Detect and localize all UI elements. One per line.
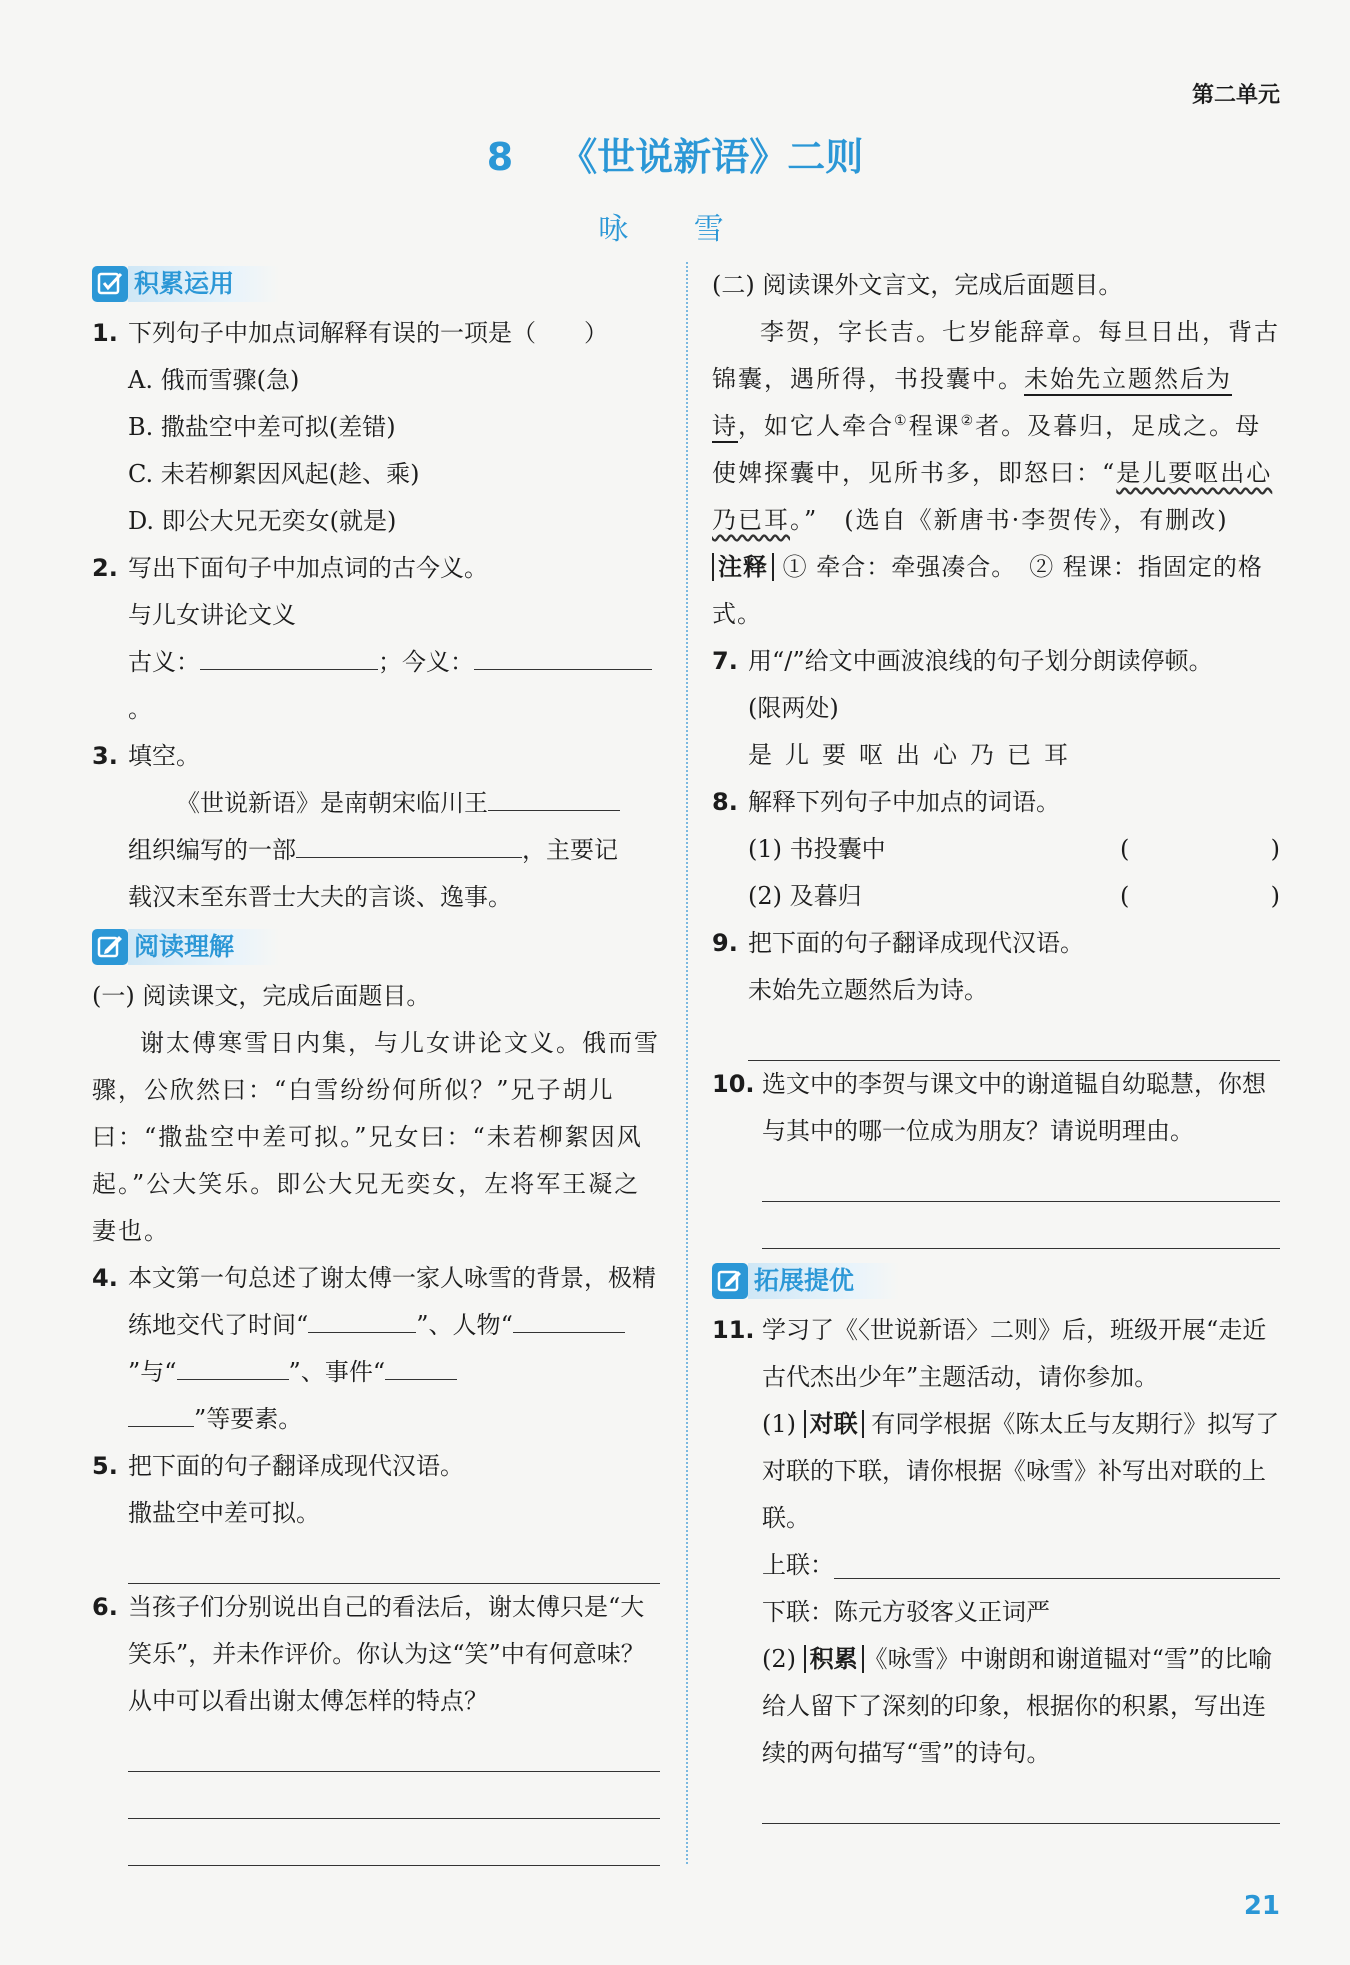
answer-line[interactable] (128, 1772, 660, 1819)
person-blank-2[interactable] (177, 1349, 289, 1380)
section-label: 拓展提优 (748, 1263, 900, 1299)
question-stem: 填空。 (128, 742, 200, 770)
section-accumulate (92, 262, 660, 306)
question-stem: 解释下列句子中加点的词语。 (748, 788, 1060, 816)
person-blank-1[interactable] (513, 1302, 625, 1333)
question-number: 9. (712, 929, 738, 957)
annotation (712, 544, 1280, 638)
section-label: 阅读理解 (128, 929, 280, 965)
fill-line-1 (128, 780, 660, 827)
part-1-heading: (一) 阅读课文，完成后面题目。 (92, 982, 431, 1010)
question-number: 11. (712, 1316, 755, 1344)
answer-line[interactable] (762, 1202, 1280, 1249)
passage-text: 。” (790, 506, 819, 534)
answer-line[interactable] (128, 1819, 660, 1866)
paren-open: ( (1120, 835, 1130, 863)
upper-label: 上联： (762, 1551, 834, 1579)
part-2-passage (712, 309, 1280, 544)
sub-text: 有同学根据《陈太丘与友期行》拟写了对联的下联，请你根据《咏雪》补写出对联的上联。 (762, 1410, 1280, 1532)
fill-text: 组织编写的一部 (128, 836, 296, 864)
ancient-blank[interactable] (200, 639, 378, 670)
question-stem (128, 1255, 660, 1443)
question-number: 8. (712, 788, 738, 816)
question-sentence: 与儿女讲论文义 (128, 601, 296, 629)
sub-tag: 对联 (804, 1410, 864, 1438)
sub-number: (1) (762, 1410, 796, 1438)
right-column (712, 262, 1280, 1824)
punct: 。 (128, 695, 152, 723)
paren-open: ( (1120, 882, 1130, 910)
upper-blank[interactable] (834, 1542, 1280, 1579)
answer-parens[interactable] (1120, 873, 1280, 920)
passage-source: (选自《新唐书·李贺传》，有删改) (844, 506, 1229, 534)
wavy-sentence: 是儿要呕出心乃已耳 (712, 459, 1273, 534)
question-3 (92, 733, 660, 921)
question-2 (92, 545, 660, 733)
question-stem: 把下面的句子翻译成现代汉语。 (128, 1452, 464, 1480)
question-number: 5. (92, 1452, 118, 1480)
question-5 (92, 1443, 660, 1584)
pencil-icon (92, 929, 128, 965)
option-a: A. 俄而雪骤(急) (128, 366, 300, 394)
question-number: 10. (712, 1070, 755, 1098)
question-stem: 写出下面句子中加点词的古今义。 (128, 554, 488, 582)
part-1-passage: 谢太傅寒雪日内集，与儿女讲论文义。俄而雪骤，公欣然曰：“白雪纷纷何所似？”兄子胡儿曰：“撒盐空中差可拟。”兄女曰：“未若柳絮因风起。”公大笑乐。即公大兄无奕女，左将军王凝之妻也。 (92, 1029, 660, 1245)
answer-line[interactable] (128, 1537, 660, 1584)
passage-text: 者。及暮归，足成之。母使婢探囊中，见所书多，即怒曰：“ (712, 412, 1262, 487)
option-c: C. 未若柳絮因风起(趁、乘) (128, 460, 420, 488)
lesson-number: 8 (486, 135, 514, 179)
underlined-sentence: 未始先立题然后为诗 (712, 365, 1232, 440)
stem-text: ”、事件“ (288, 1358, 386, 1386)
fill-line-3: 载汉末至东晋士大夫的言谈、逸事。 (128, 883, 512, 911)
question-number: 6. (92, 1593, 118, 1621)
fill-blank-2[interactable] (296, 827, 522, 858)
checkbox-icon (92, 266, 128, 302)
question-number: 1. (92, 319, 118, 347)
edit-icon (712, 1263, 748, 1299)
question-7 (712, 638, 1280, 779)
ancient-label: 古义： (128, 648, 200, 676)
question-stem: 选文中的李贺与课文中的谢道韫自幼聪慧，你想与其中的哪一位成为朋友？请说明理由。 (762, 1070, 1266, 1145)
question-stem: 当孩子们分别说出自己的看法后，谢太傅只是“大笑乐”，并未作评价。你认为这“笑”中有何意味？从中可以看出谢太傅怎样的特点？ (128, 1593, 645, 1715)
question-number: 4. (92, 1264, 118, 1292)
passage-text: 李贺，字长吉。七岁能辞章。每旦日出，背古锦囊，遇所得，书投囊中。 (712, 318, 1280, 393)
item-text: (2) 及暮归 (748, 882, 862, 910)
question-number: 7. (712, 647, 738, 675)
answer-line[interactable] (762, 1777, 1280, 1824)
item-text: (1) 书投囊中 (748, 835, 886, 863)
fill-line-2 (128, 827, 660, 874)
fill-text: 《世说新语》是南朝宋临川王 (176, 789, 488, 817)
fill-blank-1[interactable] (488, 780, 620, 811)
paren-close: ) (1270, 835, 1280, 863)
annotation-tag: 注释 (712, 553, 774, 581)
passage-text: 程课 (908, 412, 961, 440)
sub-question-2 (762, 1636, 1280, 1777)
lower-line: 下联：陈元方驳客义正词严 (762, 1598, 1050, 1626)
question-limit: (限两处) (748, 694, 839, 722)
section-reading (92, 925, 660, 969)
sub-tag: 积累 (804, 1645, 864, 1673)
modern-label: ；今义： (378, 648, 474, 676)
stem-text: ”、人物 (416, 1311, 501, 1339)
question-sentence: 撒盐空中差可拟。 (128, 1499, 320, 1527)
option-b: B. 撒盐空中差可拟(差错) (128, 413, 396, 441)
question-9 (712, 920, 1280, 1061)
sub-title: 咏 雪 (598, 212, 752, 247)
item-1 (748, 826, 1280, 873)
question-sentence: 是儿要呕出心乃已耳 (748, 741, 1081, 769)
paren-close: ) (1270, 882, 1280, 910)
question-stem: 下列句子中加点词解释有误的一项是（ ） (128, 319, 608, 347)
answer-row (128, 639, 660, 733)
column-divider (686, 262, 688, 1864)
passage-text: ，如它人牵合 (738, 412, 894, 440)
unit-label: 第二单元 (1191, 83, 1280, 108)
answer-line[interactable] (748, 1014, 1280, 1061)
section-extend (712, 1259, 1280, 1303)
question-stem: 学习了《〈世说新语〉二则》后，班级开展“走近古代杰出少年”主题活动，请你参加。 (762, 1316, 1267, 1391)
modern-blank[interactable] (474, 639, 652, 670)
option-d: D. 即公大兄无奕女(就是) (128, 507, 397, 535)
stem-text: ”与“ (128, 1358, 177, 1386)
footnote-mark: ② (960, 413, 976, 429)
event-blank[interactable] (385, 1349, 457, 1380)
section-label: 积累运用 (128, 266, 280, 302)
time-blank[interactable] (308, 1302, 416, 1333)
question-4 (92, 1255, 660, 1443)
sub-number: (2) (762, 1645, 796, 1673)
question-11 (712, 1307, 1280, 1824)
lesson-name: 《世说新语》二则 (559, 135, 864, 179)
question-number: 3. (92, 742, 118, 770)
answer-line[interactable] (762, 1155, 1280, 1202)
lesson-title (0, 126, 1350, 181)
question-sentence: 未始先立题然后为诗。 (748, 976, 988, 1004)
event-blank-cont[interactable] (128, 1396, 194, 1427)
question-stem: 把下面的句子翻译成现代汉语。 (748, 929, 1084, 957)
footnote-mark: ① (894, 413, 909, 429)
sub-question-1 (762, 1401, 1280, 1542)
answer-parens[interactable] (1120, 826, 1280, 873)
part-2-heading: (二) 阅读课外文言文，完成后面题目。 (712, 271, 1123, 299)
stem-text: 本文第一句总述了谢太傅一家人咏雪的背景，极精练地交代了时间“ (128, 1264, 656, 1339)
annotation-text: ① 牵合：牵强凑合。 ② 程课：指固定的格式。 (712, 553, 1263, 628)
stem-text: “ (500, 1311, 513, 1339)
question-1 (92, 310, 660, 545)
fill-text: ，主要记 (522, 836, 618, 864)
sub-text: 《咏雪》中谢朗和谢道韫对“雪”的比喻给人留下了深刻的印象，根据你的积累，写出连续的两句描写“雪”的诗句。 (762, 1645, 1273, 1767)
question-6 (92, 1584, 660, 1866)
left-column (92, 262, 660, 1866)
upper-line-row (762, 1542, 1280, 1589)
question-number: 2. (92, 554, 118, 582)
item-2 (748, 873, 1280, 920)
page-number: 21 (1243, 1891, 1280, 1921)
question-8 (712, 779, 1280, 920)
question-10 (712, 1061, 1280, 1249)
stem-text: ”等要素。 (194, 1405, 303, 1433)
answer-line[interactable] (128, 1725, 660, 1772)
question-stem: 用“/”给文中画波浪线的句子划分朗读停顿。 (748, 647, 1213, 675)
